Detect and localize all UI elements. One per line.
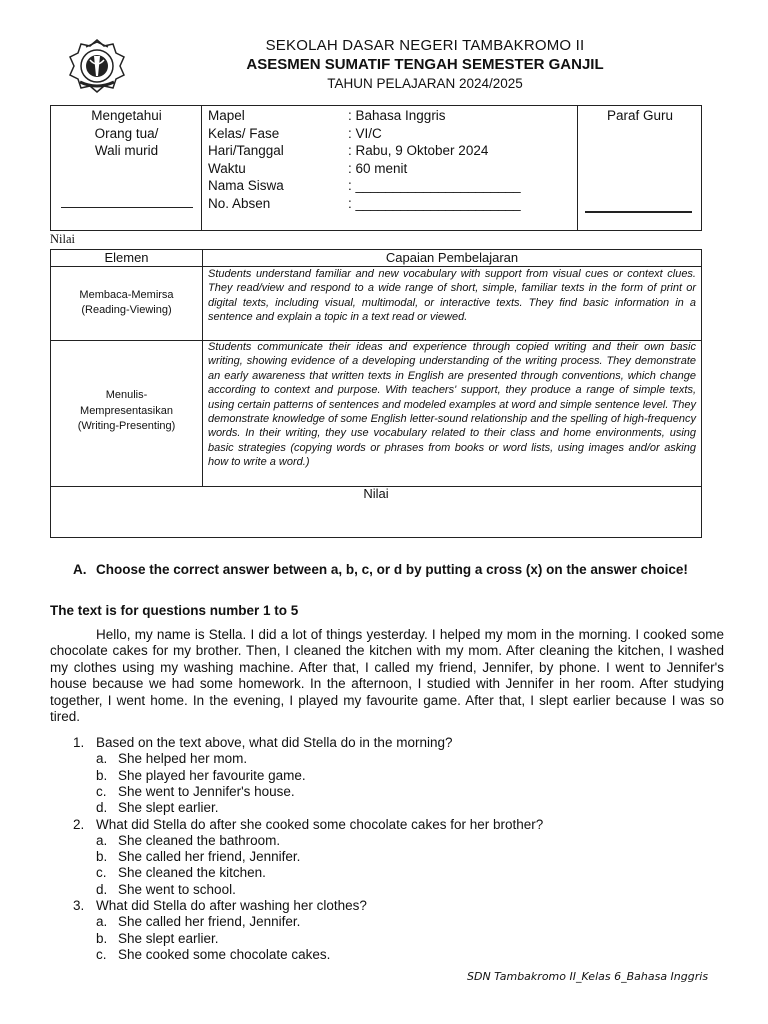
question-number: 2. xyxy=(73,816,85,832)
option-letter[interactable]: a. xyxy=(96,832,108,848)
page-footer: SDN Tambakromo II_Kelas 6_Bahasa Inggris xyxy=(467,970,709,983)
element-writing-english: (Writing-Presenting) xyxy=(77,420,176,432)
field-label-waktu: Waktu xyxy=(208,160,246,176)
option-letter[interactable]: a. xyxy=(96,914,108,930)
question-text: Based on the text above, what did Stella do in the morning? xyxy=(96,735,453,750)
academic-year: TAHUN PELAJARAN 2024/2025 xyxy=(327,76,523,91)
option-text[interactable]: She helped her mom. xyxy=(118,751,248,767)
field-value-mapel: : Bahasa Inggris xyxy=(348,108,446,123)
option-letter[interactable]: d. xyxy=(96,800,108,816)
option-text[interactable]: She went to school. xyxy=(118,881,236,897)
element-reading-name: Membaca-Memirsa xyxy=(79,289,174,301)
option-text[interactable]: She called her friend, Jennifer. xyxy=(118,849,301,865)
field-value-absen: : ______________________ xyxy=(348,195,521,211)
field-label-kelas: Kelas/ Fase xyxy=(208,125,280,141)
learning-outcomes-table xyxy=(50,249,702,538)
info-table xyxy=(50,105,702,231)
writing-outcome-description: Students communicate their ideas and experience through copied writing and their own basic writing, showing evidence of a developing understanding of the writing process. They demonstrate an early awareness that written texts in English are presented through conventions, which change according to context and purpose. With teachers' support, they produce a range of simple texts, using certain patterns of sentences and modeled examples at word and simple sentence level. They demonstrate knowledge of some English letter-sound relationship and the spelling of high-frequency words. In their writing, they use vocabulary related to their class and home environments, using basic strategies (copying words or phrases from books or word lists, using images and/or asking how to write a word.) xyxy=(208,341,696,469)
field-label-nama: Nama Siswa xyxy=(208,178,284,193)
exam-title: ASESMEN SUMATIF TENGAH SEMESTER GANJIL xyxy=(246,56,604,73)
option-letter[interactable]: c. xyxy=(96,783,107,799)
section-letter: A. xyxy=(73,562,87,577)
option-letter[interactable]: a. xyxy=(96,751,108,767)
parent-label-2: Orang tua/ xyxy=(94,126,159,141)
school-name: SEKOLAH DASAR NEGERI TAMBAKROMO II xyxy=(265,37,585,54)
parent-signature-line xyxy=(61,207,193,208)
school-logo xyxy=(68,38,126,94)
option-text[interactable]: She cleaned the kitchen. xyxy=(118,865,266,881)
question-text: What did Stella do after washing her clothes? xyxy=(96,898,367,913)
option-letter[interactable]: c. xyxy=(96,946,107,962)
field-value-tanggal: : Rabu, 9 Oktober 2024 xyxy=(348,143,489,158)
passage-heading: The text is for questions number 1 to 5 xyxy=(50,603,299,618)
teacher-signature-line xyxy=(585,211,692,213)
column-header-element: Elemen xyxy=(104,250,149,265)
parent-label-3: Wali murid xyxy=(94,143,159,158)
score-row-label: Nilai xyxy=(363,486,389,501)
parent-label-1: Mengetahui xyxy=(91,108,162,123)
score-label: Nilai xyxy=(50,232,75,246)
question-text: What did Stella do after she cooked some chocolate cakes for her brother? xyxy=(96,816,544,832)
question-number: 3. xyxy=(73,898,85,913)
teacher-signature-label: Paraf Guru xyxy=(606,108,674,123)
option-text[interactable]: She cleaned the bathroom. xyxy=(118,832,281,848)
element-reading-english: (Reading-Viewing) xyxy=(81,304,172,316)
element-writing-name-1: Menulis- xyxy=(105,389,148,401)
reading-outcome-description: Students understand familiar and new vocabulary with support from visual cues or context clues. They read/view and respond to a wide range of short, simple, familiar texts in the form of print or digital texts, including visual, multimodal, or interactive texts. They find basic information in a sentence and explain a topic in a text read or viewed. xyxy=(208,268,696,324)
option-text[interactable]: She played her favourite game. xyxy=(118,767,306,783)
option-letter[interactable]: b. xyxy=(96,767,108,783)
option-text[interactable]: She went to Jennifer's house. xyxy=(118,783,295,799)
element-writing-name-2: Mempresentasikan xyxy=(80,405,173,417)
option-text[interactable]: She called her friend, Jennifer. xyxy=(118,914,301,930)
field-label-tanggal: Hari/Tanggal xyxy=(208,143,284,158)
reading-passage: Hello, my name is Stella. I did a lot of things yesterday. I helped my mom in the morning. I cooked some chocolate cakes for my brother. Then, I cleaned the kitchen with my mom. After cleaning the kitchen, I washed my clothes using my washing machine. After that, I called my friend, Jennifer, by phone. I went to Jennifer's house because we had some homework. In the afternoon, I studied with Jennifer in her room. After studying together, I went home. In the evening, I played my favourite game. After that, I slept earlier because I was so tired. xyxy=(50,627,724,725)
question-number: 1. xyxy=(73,735,85,750)
option-letter[interactable]: b. xyxy=(96,930,108,946)
column-divider xyxy=(202,250,203,486)
field-label-absen: No. Absen xyxy=(208,195,271,211)
option-text[interactable]: She slept earlier. xyxy=(118,800,219,816)
field-value-nama: : ______________________ xyxy=(348,178,521,193)
column-header-outcome: Capaian Pembelajaran xyxy=(385,250,519,265)
option-letter[interactable]: c. xyxy=(96,865,107,881)
section-instruction-text: Choose the correct answer between a, b, c, or d by putting a cross (x) on the answer choice! xyxy=(96,562,688,577)
field-label-mapel: Mapel xyxy=(208,108,245,123)
option-text[interactable]: She cooked some chocolate cakes. xyxy=(118,946,331,962)
teacher-signature-cell xyxy=(577,106,701,230)
field-value-kelas: : VI/C xyxy=(348,125,382,141)
parent-signature-cell xyxy=(51,106,202,230)
option-letter[interactable]: d. xyxy=(96,881,108,897)
option-text[interactable]: She slept earlier. xyxy=(118,930,219,946)
field-value-waktu: : 60 menit xyxy=(348,160,408,176)
option-letter[interactable]: b. xyxy=(96,849,108,865)
